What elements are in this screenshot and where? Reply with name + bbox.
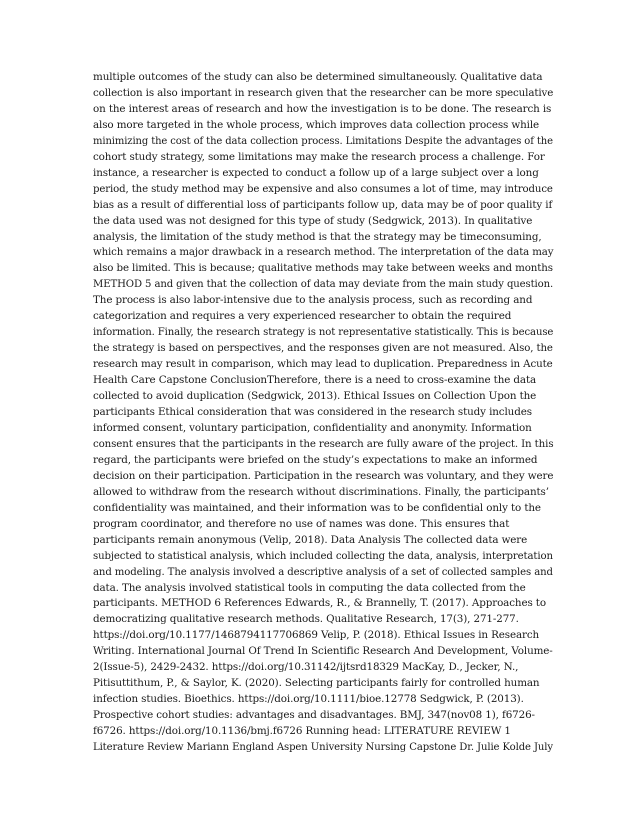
text-line-10: the data used was not designed for this type of study (Sedgwick, 2013). In qualitative — [93, 214, 533, 227]
text-line-21: collected to avoid duplication (Sedgwick, 2013). Ethical Issues on Collection Upon the — [93, 390, 537, 403]
text-line-17: information. Finally, the research strategy is not representative statistically. This is because — [93, 326, 554, 339]
text-line-36: https://doi.org/10.1177/1468794117706869 Velip, P. (2018). Ethical Issues in Research — [93, 629, 540, 642]
text-line-31: subjected to statistical analysis, which included collecting the data, analysis, interpretation — [93, 549, 553, 562]
text-line-18: the strategy is based on perspectives, and the responses given are not measured. Also, the — [93, 342, 553, 355]
text-line-1: multiple outcomes of the study can also be determined simultaneously. Qualitative data — [93, 71, 543, 83]
text-line-27: allowed to withdraw from the research without discriminations. Finally, the participants’ — [93, 485, 549, 498]
text-line-7: instance, a researcher is expected to conduct a follow up of a large subject over a long — [93, 166, 539, 179]
text-line-37: Writing. International Journal Of Trend In Scientific Research And Development, Volume- — [93, 645, 553, 658]
text-line-38: 2(Issue-5), 2429-2432. https://doi.org/10.31142/ijtsrd18329 MacKay, D., Jecker, N., — [93, 661, 519, 674]
text-line-32: and modeling. The analysis involved a descriptive analysis of a set of collected samples and — [93, 565, 553, 578]
text-line-42: f6726. https://doi.org/10.1136/bmj.f6726 Running head: LITERATURE REVIEW 1 — [93, 725, 511, 738]
text-line-15: The process is also labor-intensive due to the analysis process, such as recording and — [93, 294, 533, 307]
text-line-2: collection is also important in research given that the researcher can be more speculative — [93, 86, 554, 99]
text-line-23: informed consent, voluntary participation, confidentiality and anonymity. Information — [93, 421, 532, 434]
text-line-6: cohort study strategy, some limitations may make the research process a challenge. For — [93, 150, 545, 163]
text-line-40: infection studies. Bioethics. https://doi.org/10.1111/bioe.12778 Sedgwick, P. (2013). — [93, 693, 524, 706]
text-line-30: participants remain anonymous (Velip, 2018). Data Analysis The collected data were — [93, 533, 528, 546]
text-line-13: also be limited. This is because; qualitative methods may take between weeks and months — [93, 262, 553, 275]
text-line-5: minimizing the cost of the data collection process. Limitations Despite the advantages of the — [93, 134, 553, 147]
text-line-19: research may result in comparison, which may lead to duplication. Preparedness in Acute — [93, 358, 553, 371]
text-line-24: consent ensures that the participants in the research are fully aware of the project. In this — [93, 437, 554, 450]
text-line-43: Literature Review Mariann England Aspen University Nursing Capstone Dr. Julie Kolde July — [93, 741, 553, 754]
text-line-41: Prospective cohort studies: advantages and disadvantages. BMJ, 347(nov08 1), f6726- — [93, 709, 535, 722]
text-line-25: regard, the participants were briefed on the study’s expectations to make an informed — [93, 453, 538, 466]
body-text — [93, 70, 553, 756]
text-line-4: also more targeted in the whole process, which improves data collection process while — [93, 118, 540, 131]
text-line-16: categorization and requires a very experienced researcher to obtain the required — [93, 310, 512, 323]
text-line-3: on the interest areas of research and how the investigation is to be done. The research is — [93, 102, 552, 115]
text-line-35: democratizing qualitative research methods. Qualitative Research, 17(3), 271-277. — [93, 613, 519, 626]
text-line-14: METHOD 5 and given that the collection of data may deviate from the main study question. — [93, 278, 554, 291]
text-line-39: Pitisuttithum, P., & Saylor, K. (2020). Selecting participants fairly for controlled human — [93, 677, 540, 690]
text-line-20: Health Care Capstone ConclusionTherefore, there is a need to cross-examine the data — [93, 374, 537, 387]
text-line-9: bias as a result of differential loss of participants follow up, data may be of poor quality if — [93, 198, 553, 211]
text-line-29: program coordinator, and therefore no use of names was done. This ensures that — [93, 517, 510, 530]
text-line-34: participants. METHOD 6 References Edwards, R., & Brannelly, T. (2017). Approaches to — [93, 597, 546, 610]
text-line-11: analysis, the limitation of the study method is that the strategy may be timeconsuming, — [93, 230, 542, 243]
text-line-33: data. The analysis involved statistical tools in computing the data collected from the — [93, 581, 526, 594]
text-line-12: which remains a major drawback in a research method. The interpretation of the data may — [93, 246, 554, 259]
text-line-26: decision on their participation. Participation in the research was voluntary, and they were — [93, 469, 554, 482]
text-line-8: period, the study method may be expensive and also consumes a lot of time, may introduce — [93, 182, 553, 195]
text-line-28: confidentiality was maintained, and their information was to be confidential only to the — [93, 501, 541, 514]
text-line-22: participants Ethical consideration that was considered in the research study includes — [93, 406, 532, 419]
